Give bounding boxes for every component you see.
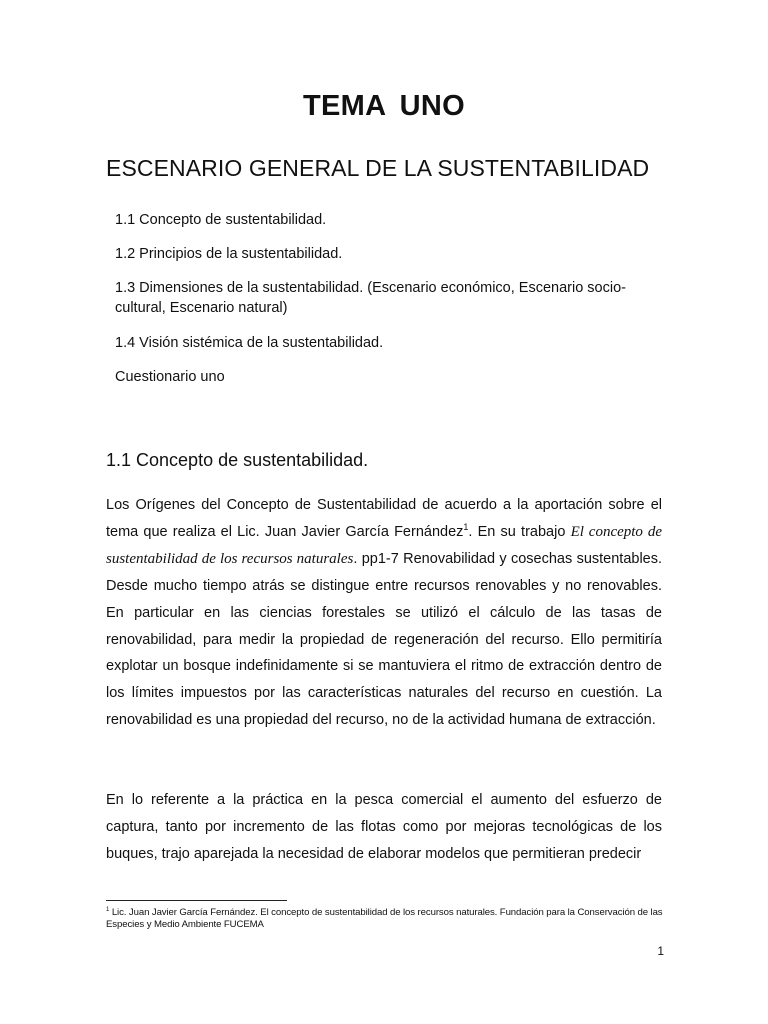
toc-item: 1.3 Dimensiones de la sustentabilidad. (Escenario económico, Escenario socio-cultural, Escenario natural) (115, 280, 626, 316)
chapter-subtitle: ESCENARIO GENERAL DE LA SUSTENTABILIDAD (106, 155, 650, 181)
footnote (106, 907, 666, 931)
table-of-contents (115, 210, 675, 387)
section-heading: 1.1 Concepto de sustentabilidad. (106, 450, 369, 470)
toc-item: 1.2 Principios de la sustentabilidad. (115, 246, 343, 262)
page-title: TEMA UNO (303, 90, 465, 122)
footnote-divider (106, 900, 287, 901)
toc-item: 1.1 Concepto de sustentabilidad. (115, 212, 327, 228)
page-number: 1 (657, 944, 664, 958)
toc-item: 1.4 Visión sistémica de la sustentabilidad. (115, 335, 384, 351)
paragraph-text: . En su trabajo (468, 523, 571, 540)
paragraph-text: . pp1-7 Renovabilidad y cosechas sustentables. Desde mucho tiempo atrás se distingue entre recursos renovables y no renovables. En particular en las ciencias forestales se utilizó el cálculo de las tasas de renovabilidad, para medir la propiedad de regeneración del recurso. Ello permitiría explotar un bosque indefinidamente si se mantuviera el ritmo de extracción dentro de los límites impuestos por las características naturales del recurso en cuestión. La renovabilidad es una propiedad del recurso, no de la actividad humana de extracción. (106, 550, 663, 729)
work-title: El concepto de sustentabilidad de los recursos naturales (106, 523, 662, 567)
body-paragraph (106, 492, 662, 734)
paragraph-text: Los Orígenes del Concepto de Sustentabilidad de acuerdo a la aportación sobre el tema que realiza el Lic. Juan Javier García Fernández (106, 497, 662, 540)
toc-item: Cuestionario uno (115, 369, 225, 385)
footnote-reference: 1 (463, 522, 469, 533)
footnote-text: Lic. Juan Javier García Fernández. El concepto de sustentabilidad de los recursos naturales. Fundación para la Conservación de las Especies y Medio Ambiente FUCEMA (106, 907, 663, 930)
footnote-marker: 1 (106, 906, 110, 913)
body-paragraph: En lo referente a la práctica en la pesca comercial el aumento del esfuerzo de captura, tanto por incremento de las flotas como por mejoras tecnológicas de los buques, trajo aparejada la necesidad de elaborar modelos que permitieran predecir (106, 792, 662, 862)
